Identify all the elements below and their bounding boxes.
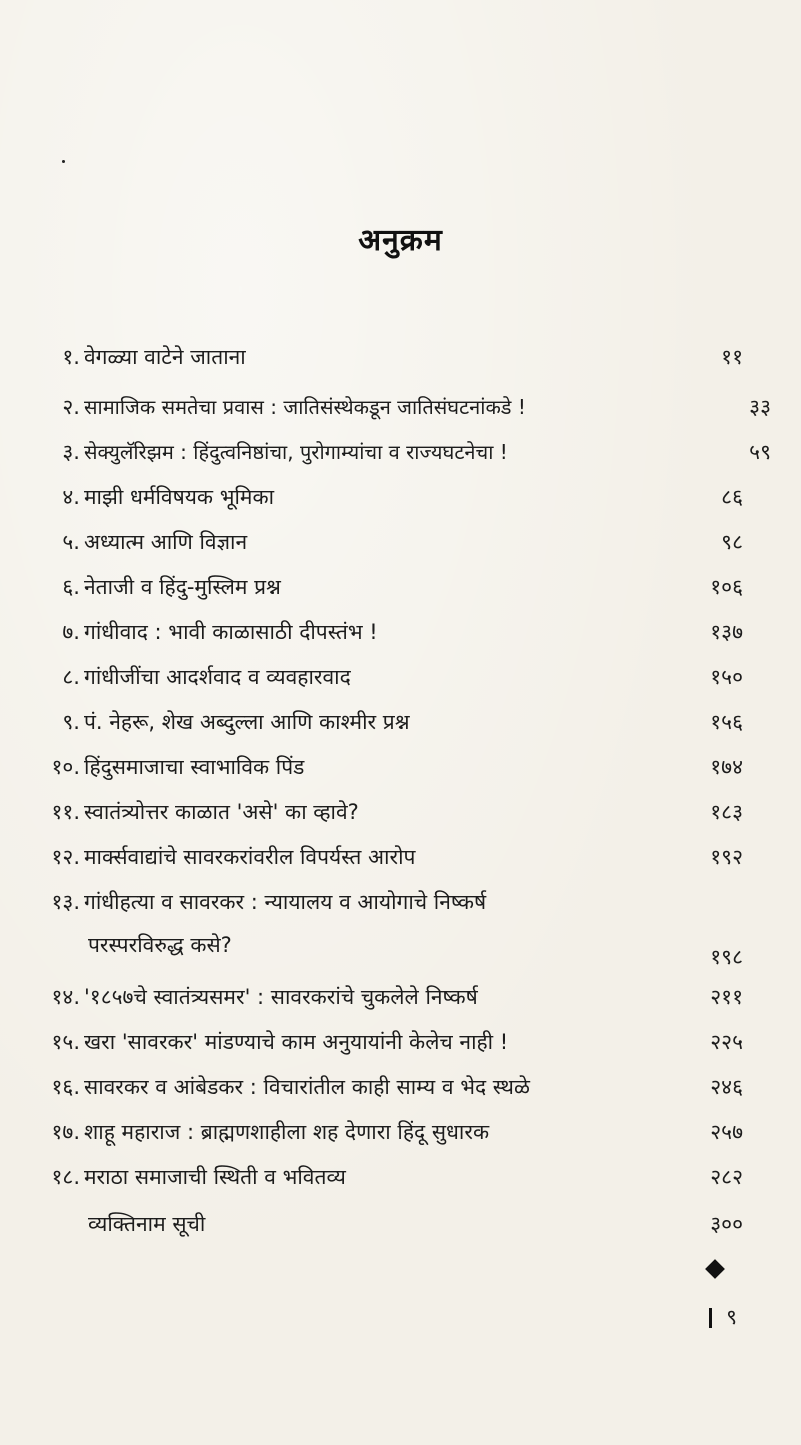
entry-title: '१८५७चे स्वातंत्र्यसमर' : सावरकरांचे चुकलेले निष्कर्ष xyxy=(84,985,478,1009)
entry-number: १. xyxy=(62,345,80,369)
entry-number: १७. xyxy=(51,1120,80,1144)
entry-number: २. xyxy=(62,395,80,419)
entry-title: मराठा समाजाची स्थिती व भवितव्य xyxy=(84,1165,346,1189)
page-title: अनुक्रम xyxy=(358,223,443,258)
entry-page: २२५ xyxy=(710,1030,743,1054)
toc-entry-page-row xyxy=(0,937,801,977)
entry-page: २५७ xyxy=(710,1120,743,1144)
entry-title: मार्क्सवाद्यांचे सावरकरांवरील विपर्यस्त आरोप xyxy=(84,845,416,869)
entry-title: पं. नेहरू, शेख अब्दुल्ला आणि काश्मीर प्रश्न xyxy=(84,710,410,734)
entry-title: वेगळ्या वाटेने जाताना xyxy=(84,345,246,369)
toc-entry xyxy=(0,882,801,922)
toc-entry xyxy=(0,747,801,787)
entry-title: खरा 'सावरकर' मांडण्याचे काम अनुयायांनी केलेच नाही ! xyxy=(84,1030,509,1054)
toc-entry xyxy=(0,1067,801,1107)
entry-title: गांधीवाद : भावी काळासाठी दीपस्तंभ ! xyxy=(84,620,378,644)
entry-number: १२. xyxy=(51,845,80,869)
toc-entry xyxy=(0,1157,801,1197)
entry-title: सेक्युलॅरिझम : हिंदुत्वनिष्ठांचा, पुरोगाम्यांचा व राज्यघटनेचा ! xyxy=(84,440,508,464)
entry-page: ११ xyxy=(721,345,743,369)
entry-number: ९. xyxy=(62,710,80,734)
entry-number: ४. xyxy=(62,485,80,509)
entry-title: सावरकर व आंबेडकर : विचारांतील काही साम्य व भेद स्थळे xyxy=(84,1075,530,1099)
toc-entry xyxy=(0,432,801,472)
entry-title: शाहू महाराज : ब्राह्मणशाहीला शह देणारा हिंदू सुधारक xyxy=(84,1120,490,1144)
entry-page: १८३ xyxy=(710,800,743,824)
entry-number: ६. xyxy=(62,575,80,599)
entry-title: नेताजी व हिंदु-मुस्लिम प्रश्न xyxy=(84,575,281,599)
toc-entry xyxy=(0,657,801,697)
page-folio xyxy=(709,1303,737,1331)
entry-title: माझी धर्मविषयक भूमिका xyxy=(84,485,275,509)
folio-rule xyxy=(709,1308,712,1328)
entry-page: १५० xyxy=(710,665,743,689)
entry-number: ३. xyxy=(62,440,80,464)
entry-number: १३. xyxy=(51,890,80,914)
toc-entry xyxy=(0,567,801,607)
entry-number: १५. xyxy=(51,1030,80,1054)
entry-page: ३३ xyxy=(749,395,771,419)
entry-title: गांधीजींचा आदर्शवाद व व्यवहारवाद xyxy=(84,665,351,689)
toc-entry xyxy=(0,1022,801,1062)
entry-page: ५९ xyxy=(749,440,771,464)
entry-title-continuation: परस्परविरुद्ध कसे? xyxy=(88,933,232,957)
entry-title: स्वातंत्र्योत्तर काळात 'असे' का व्हावे? xyxy=(84,800,359,824)
toc-entry xyxy=(0,837,801,877)
entry-number: ११. xyxy=(51,800,80,824)
toc-entry xyxy=(0,792,801,832)
entry-title: अध्यात्म आणि विज्ञान xyxy=(84,530,248,554)
entry-page: १९२ xyxy=(710,845,743,869)
entry-page: २८२ xyxy=(710,1165,743,1189)
toc-entry xyxy=(0,522,801,562)
toc-entry xyxy=(0,387,801,427)
toc-entry xyxy=(0,977,801,1017)
entry-title: गांधीहत्या व सावरकर : न्यायालय व आयोगाचे निष्कर्ष xyxy=(84,890,487,914)
entry-page: १९८ xyxy=(710,945,743,969)
entry-title: सामाजिक समतेचा प्रवास : जातिसंस्थेकडून जातिसंघटनांकडे ! xyxy=(84,395,526,419)
index-entry-page: ३०० xyxy=(710,1212,743,1236)
toc-entry xyxy=(0,702,801,742)
entry-number: ८. xyxy=(62,665,80,689)
index-entry-title: व्यक्तिनाम सूची xyxy=(88,1212,206,1236)
entry-page: ९८ xyxy=(721,530,743,554)
entry-page: १७४ xyxy=(710,755,743,779)
folio-number: ९ xyxy=(726,1305,737,1329)
entry-page: १०६ xyxy=(710,575,743,599)
entry-page: २४६ xyxy=(710,1075,743,1099)
entry-number: १८. xyxy=(51,1165,80,1189)
entry-number: ५. xyxy=(62,530,80,554)
entry-page: २११ xyxy=(710,985,743,1009)
toc-entry xyxy=(0,337,801,377)
entry-number: १६. xyxy=(51,1075,80,1099)
toc-entry xyxy=(0,612,801,652)
entry-number: १०. xyxy=(51,755,80,779)
entry-number: १४. xyxy=(51,985,80,1009)
toc-entry xyxy=(0,477,801,517)
entry-page: ८६ xyxy=(721,485,743,509)
toc-entry xyxy=(0,1112,801,1152)
entry-title: हिंदुसमाजाचा स्वाभाविक पिंड xyxy=(84,755,305,779)
entry-page: १५६ xyxy=(710,710,743,734)
entry-page: १३७ xyxy=(710,620,743,644)
toc-index-entry xyxy=(0,1204,801,1244)
entry-number: ७. xyxy=(62,620,80,644)
